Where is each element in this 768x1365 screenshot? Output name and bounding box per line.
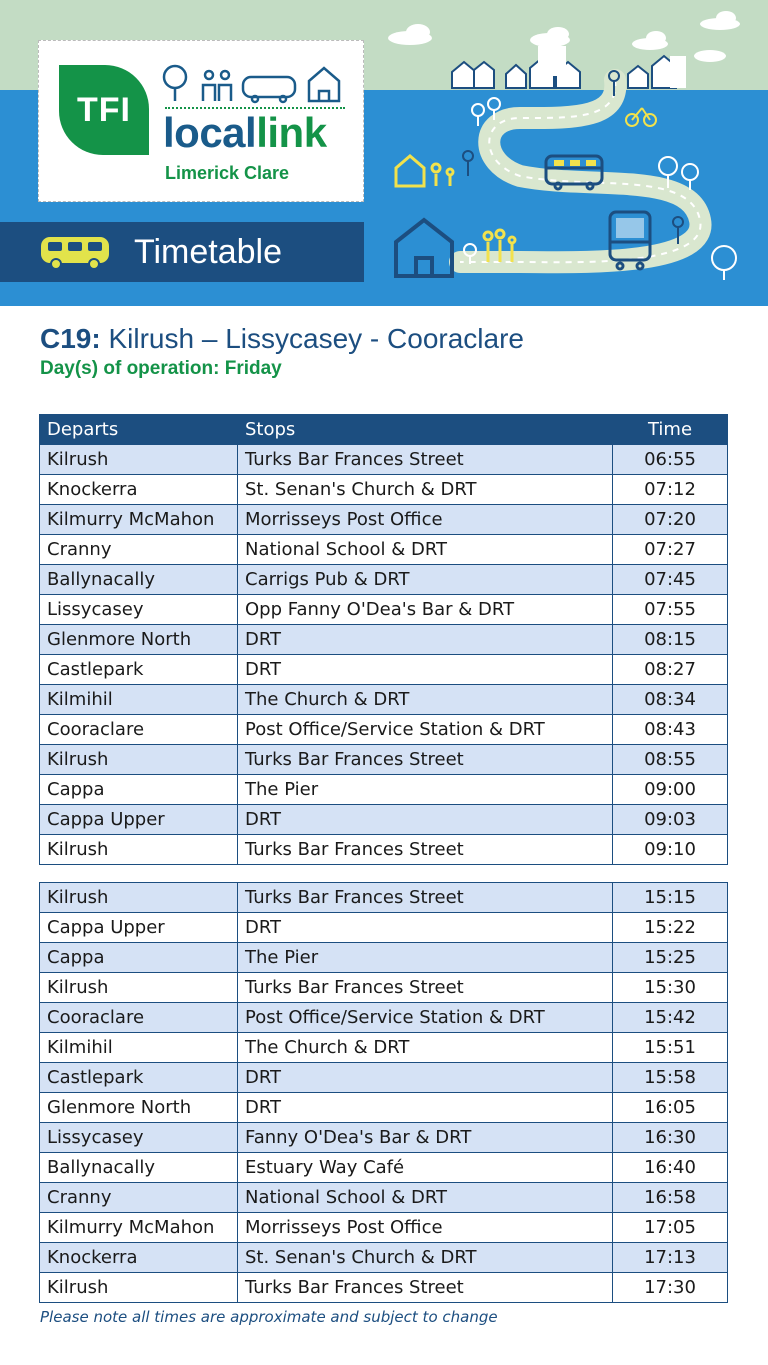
time-cell: 08:27 xyxy=(613,655,728,685)
table-row xyxy=(40,535,728,565)
table-row xyxy=(40,805,728,835)
time-cell: 07:55 xyxy=(613,595,728,625)
logo-pictogram-icons xyxy=(159,63,349,107)
time-cell: 08:34 xyxy=(613,685,728,715)
departs-cell: Lissycasey xyxy=(40,595,238,625)
table-row xyxy=(40,655,728,685)
stop-cell: Morrisseys Post Office xyxy=(238,505,613,535)
time-cell: 07:27 xyxy=(613,535,728,565)
time-cell: 08:43 xyxy=(613,715,728,745)
header-stops: Stops xyxy=(238,415,613,445)
time-cell: 16:30 xyxy=(613,1123,728,1153)
table-row xyxy=(40,745,728,775)
brand-link: link xyxy=(256,109,327,156)
departs-cell: Kilmurry McMahon xyxy=(40,1213,238,1243)
stop-cell: DRT xyxy=(238,913,613,943)
time-cell: 16:05 xyxy=(613,1093,728,1123)
table-row xyxy=(40,475,728,505)
stop-cell: National School & DRT xyxy=(238,1183,613,1213)
stop-cell: DRT xyxy=(238,1063,613,1093)
time-cell: 15:15 xyxy=(613,883,728,913)
departs-cell: Castlepark xyxy=(40,1063,238,1093)
stop-cell: DRT xyxy=(238,805,613,835)
stop-cell: Turks Bar Frances Street xyxy=(238,973,613,1003)
departs-cell: Kilmihil xyxy=(40,1033,238,1063)
time-cell: 15:58 xyxy=(613,1063,728,1093)
stop-cell: St. Senan's Church & DRT xyxy=(238,475,613,505)
route-name: Kilrush – Lissycasey - Cooraclare xyxy=(108,323,524,354)
region-name: Limerick Clare xyxy=(165,163,290,183)
table-row xyxy=(40,883,728,913)
table-row xyxy=(40,1213,728,1243)
stop-cell: Opp Fanny O'Dea's Bar & DRT xyxy=(238,595,613,625)
table-row xyxy=(40,1123,728,1153)
table-row xyxy=(40,595,728,625)
time-cell: 07:45 xyxy=(613,565,728,595)
departs-cell: Cappa Upper xyxy=(40,913,238,943)
time-cell: 08:55 xyxy=(613,745,728,775)
table-row xyxy=(40,1063,728,1093)
table-row xyxy=(40,505,728,535)
time-cell: 15:42 xyxy=(613,1003,728,1033)
stop-cell: Turks Bar Frances Street xyxy=(238,1273,613,1303)
stop-cell: The Pier xyxy=(238,943,613,973)
timetable-afternoon xyxy=(39,882,728,1303)
time-cell: 15:51 xyxy=(613,1033,728,1063)
stop-cell: Post Office/Service Station & DRT xyxy=(238,1003,613,1033)
departs-cell: Cooraclare xyxy=(40,715,238,745)
departs-cell: Cranny xyxy=(40,535,238,565)
table-row xyxy=(40,715,728,745)
table-row xyxy=(40,1033,728,1063)
bus-icon xyxy=(40,236,110,270)
time-cell: 09:03 xyxy=(613,805,728,835)
table-row xyxy=(40,1183,728,1213)
header-departs: Departs xyxy=(40,415,238,445)
stop-cell: Post Office/Service Station & DRT xyxy=(238,715,613,745)
departs-cell: Lissycasey xyxy=(40,1123,238,1153)
brand-wordmark xyxy=(163,111,327,155)
stop-cell: Fanny O'Dea's Bar & DRT xyxy=(238,1123,613,1153)
time-cell: 07:12 xyxy=(613,475,728,505)
time-cell: 15:22 xyxy=(613,913,728,943)
time-cell: 06:55 xyxy=(613,445,728,475)
time-cell: 07:20 xyxy=(613,505,728,535)
stop-cell: St. Senan's Church & DRT xyxy=(238,1243,613,1273)
stop-cell: The Pier xyxy=(238,775,613,805)
departs-cell: Kilrush xyxy=(40,745,238,775)
time-cell: 17:05 xyxy=(613,1213,728,1243)
time-cell: 16:40 xyxy=(613,1153,728,1183)
table-header-row xyxy=(40,415,728,445)
departs-cell: Kilrush xyxy=(40,835,238,865)
timetable-morning xyxy=(39,414,728,865)
table-row xyxy=(40,1273,728,1303)
departs-cell: Kilrush xyxy=(40,973,238,1003)
header-time: Time xyxy=(613,415,728,445)
time-cell: 15:30 xyxy=(613,973,728,1003)
departs-cell: Cranny xyxy=(40,1183,238,1213)
departs-cell: Kilrush xyxy=(40,445,238,475)
departs-cell: Knockerra xyxy=(40,1243,238,1273)
stop-cell: DRT xyxy=(238,655,613,685)
stop-cell: Morrisseys Post Office xyxy=(238,1213,613,1243)
stop-cell: Turks Bar Frances Street xyxy=(238,835,613,865)
departs-cell: Cappa xyxy=(40,775,238,805)
brand-local: local xyxy=(163,109,257,156)
departs-cell: Castlepark xyxy=(40,655,238,685)
days-of-operation: Day(s) of operation: Friday xyxy=(40,358,282,379)
table-row xyxy=(40,775,728,805)
table-row xyxy=(40,973,728,1003)
stop-cell: Turks Bar Frances Street xyxy=(238,745,613,775)
disclaimer-note: Please note all times are approximate and subject to change xyxy=(40,1308,498,1326)
stop-cell: Carrigs Pub & DRT xyxy=(238,565,613,595)
morning-rows xyxy=(40,445,728,865)
route-title xyxy=(40,322,524,356)
departs-cell: Knockerra xyxy=(40,475,238,505)
table-row xyxy=(40,1003,728,1033)
departs-cell: Cappa Upper xyxy=(40,805,238,835)
route-code: C19: xyxy=(40,323,101,354)
route-illustration xyxy=(370,0,768,306)
table-row xyxy=(40,913,728,943)
time-cell: 08:15 xyxy=(613,625,728,655)
departs-cell: Kilrush xyxy=(40,1273,238,1303)
departs-cell: Kilrush xyxy=(40,883,238,913)
departs-cell: Kilmurry McMahon xyxy=(40,505,238,535)
local-link-logo xyxy=(38,40,364,202)
stop-cell: The Church & DRT xyxy=(238,685,613,715)
stop-cell: DRT xyxy=(238,1093,613,1123)
timetable-banner xyxy=(0,222,364,282)
table-row xyxy=(40,1243,728,1273)
departs-cell: Kilmihil xyxy=(40,685,238,715)
header-banner xyxy=(0,0,768,306)
stop-cell: The Church & DRT xyxy=(238,1033,613,1063)
table-row xyxy=(40,835,728,865)
time-cell: 17:30 xyxy=(613,1273,728,1303)
stop-cell: Turks Bar Frances Street xyxy=(238,445,613,475)
stop-cell: National School & DRT xyxy=(238,535,613,565)
time-cell: 09:00 xyxy=(613,775,728,805)
table-row xyxy=(40,625,728,655)
table-row xyxy=(40,445,728,475)
departs-cell: Cappa xyxy=(40,943,238,973)
table-row xyxy=(40,1093,728,1123)
stop-cell: Estuary Way Café xyxy=(238,1153,613,1183)
departs-cell: Ballynacally xyxy=(40,1153,238,1183)
stop-cell: DRT xyxy=(238,625,613,655)
time-cell: 17:13 xyxy=(613,1243,728,1273)
departs-cell: Glenmore North xyxy=(40,1093,238,1123)
table-row xyxy=(40,1153,728,1183)
timetable-label: Timetable xyxy=(134,233,283,271)
table-row xyxy=(40,943,728,973)
departs-cell: Cooraclare xyxy=(40,1003,238,1033)
stop-cell: Turks Bar Frances Street xyxy=(238,883,613,913)
tfi-badge: TFI xyxy=(59,65,149,155)
table-row xyxy=(40,565,728,595)
departs-cell: Ballynacally xyxy=(40,565,238,595)
time-cell: 09:10 xyxy=(613,835,728,865)
afternoon-rows xyxy=(40,883,728,1303)
table-row xyxy=(40,685,728,715)
time-cell: 16:58 xyxy=(613,1183,728,1213)
departs-cell: Glenmore North xyxy=(40,625,238,655)
time-cell: 15:25 xyxy=(613,943,728,973)
